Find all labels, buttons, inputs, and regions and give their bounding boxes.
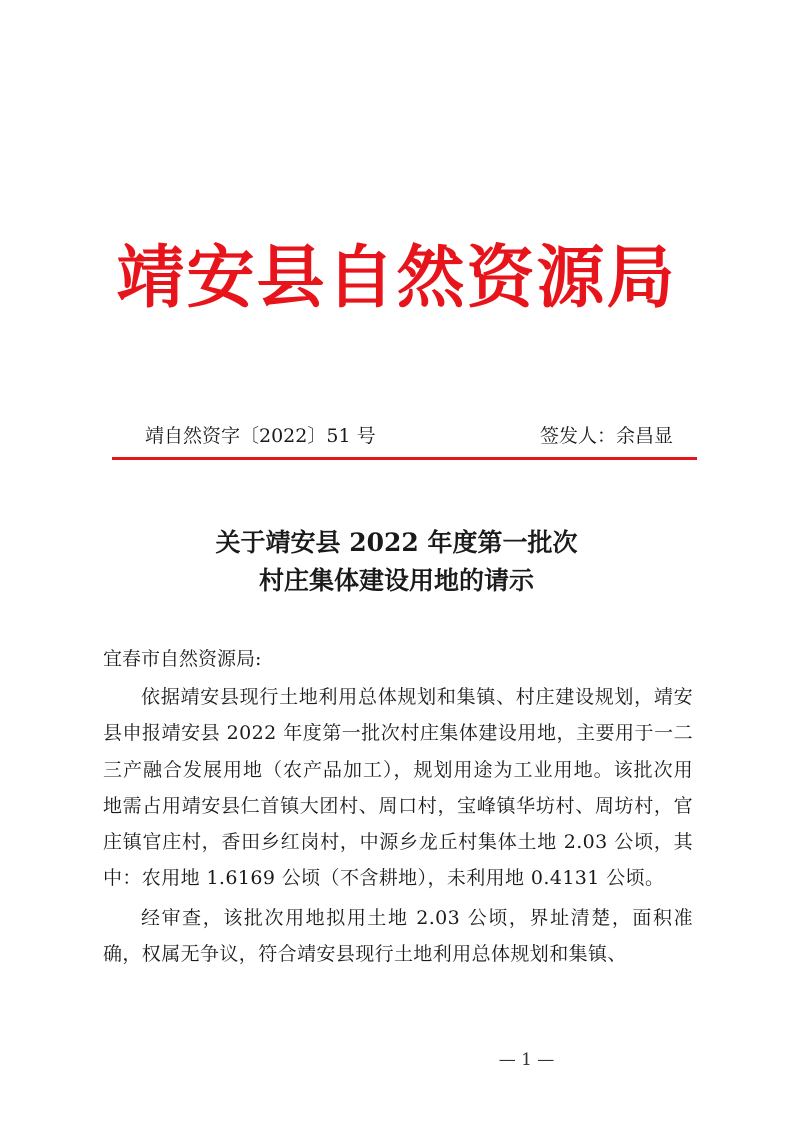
red-divider-line [112, 457, 697, 460]
subject-line-1: 关于靖安县 2022 年度第一批次 [215, 528, 578, 557]
body-paragraph-2: 经审查，该批次用地拟用土地 2.03 公顷，界址清楚，面积准确，权属无争议，符合靖安县现行土地利用总体规划和集镇、 [103, 906, 693, 966]
body-paragraph-1: 依据靖安县现行土地利用总体规划和集镇、村庄建设规划，靖安县申报靖安县 2022 年度第一批次村庄集体建设用地，主要用于一二三产融合发展用地（农产品加工），规划用途为工业用地。该批次用地需占用靖安县仁首镇大团村、周口村，宝峰镇华坊村、周坊村，官庄镇官庄村，香田乡红岗村，中源乡龙丘村集体土地 2.03 公顷，其中：农用地 1.6169 公顷（不含耕地），未利用地 0.4131 公顷。 [103, 686, 693, 890]
subject-line-2: 村庄集体建设用地的请示 [258, 566, 534, 595]
page-number: — 1 — [498, 1050, 555, 1070]
issuing-authority-title: 靖安县自然资源局 [116, 238, 677, 318]
body-text [103, 679, 693, 972]
document-number: 靖自然资字〔2022〕51 号 [145, 425, 376, 447]
recipient-salutation: 宜春市自然资源局: [103, 648, 262, 670]
issuer-signature-line: 签发人：余昌显 [539, 425, 673, 447]
document-subject [0, 524, 793, 600]
